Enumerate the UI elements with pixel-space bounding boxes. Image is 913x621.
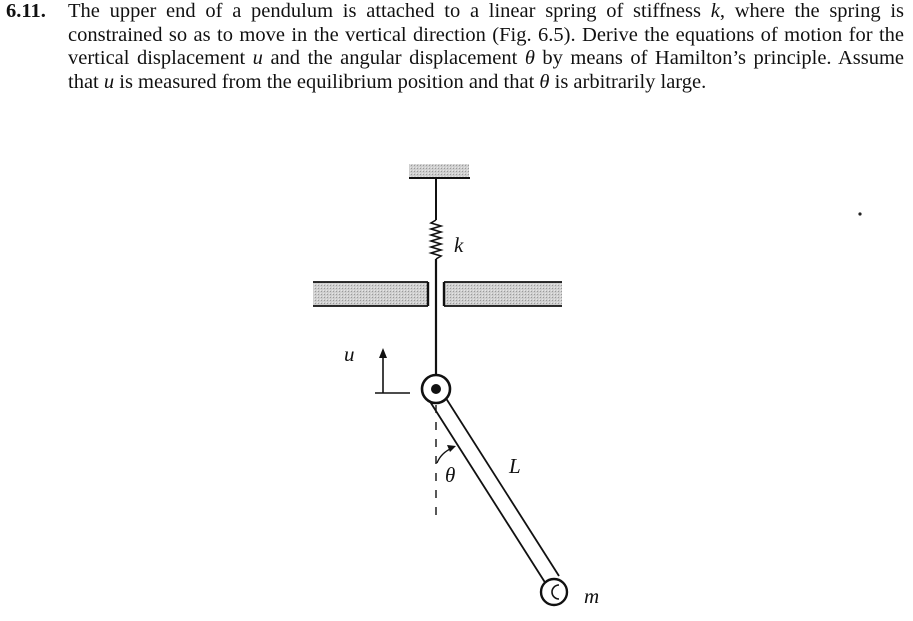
- math-symbol: θ: [524, 47, 535, 69]
- text-segment: by means of Hamilton’s principle. Assume that: [68, 47, 904, 93]
- label-theta: θ: [445, 463, 456, 487]
- mass-bob: [541, 579, 567, 605]
- label-m: m: [584, 584, 600, 608]
- text-segment: and the angular displacement: [262, 47, 525, 69]
- right-guide-block: [444, 282, 562, 306]
- spring: [431, 220, 441, 259]
- left-guide-block: [313, 282, 428, 306]
- problem-number: 6.11.: [6, 0, 46, 22]
- pivot-center: [431, 384, 441, 394]
- pendulum-bar-left-edge: [429, 400, 546, 584]
- theta-arrow-head: [447, 445, 456, 452]
- math-symbol: θ: [539, 70, 550, 93]
- label-u: u: [344, 342, 355, 366]
- scan-speck: [858, 212, 861, 215]
- math-symbol: u: [252, 47, 263, 69]
- math-symbol: k: [710, 0, 720, 22]
- text-segment: is measured from the equilibrium position and that: [114, 70, 540, 93]
- text-segment: is arbitrarily large.: [549, 70, 707, 93]
- label-L: L: [509, 454, 521, 478]
- math-symbol: u: [103, 70, 115, 93]
- pendulum-bar-right-edge: [442, 392, 559, 576]
- u-arrow-head: [379, 348, 387, 358]
- ceiling-support: [409, 164, 469, 177]
- text-segment: , where the spring is constrained so as to move in the vertical direction (Fig. 6.5). Derive the equations of motion for the vertical displacement: [68, 0, 905, 69]
- text-segment: The upper end of a pendulum is attached to a linear spring of stiffness: [68, 0, 711, 22]
- label-k: k: [454, 233, 464, 257]
